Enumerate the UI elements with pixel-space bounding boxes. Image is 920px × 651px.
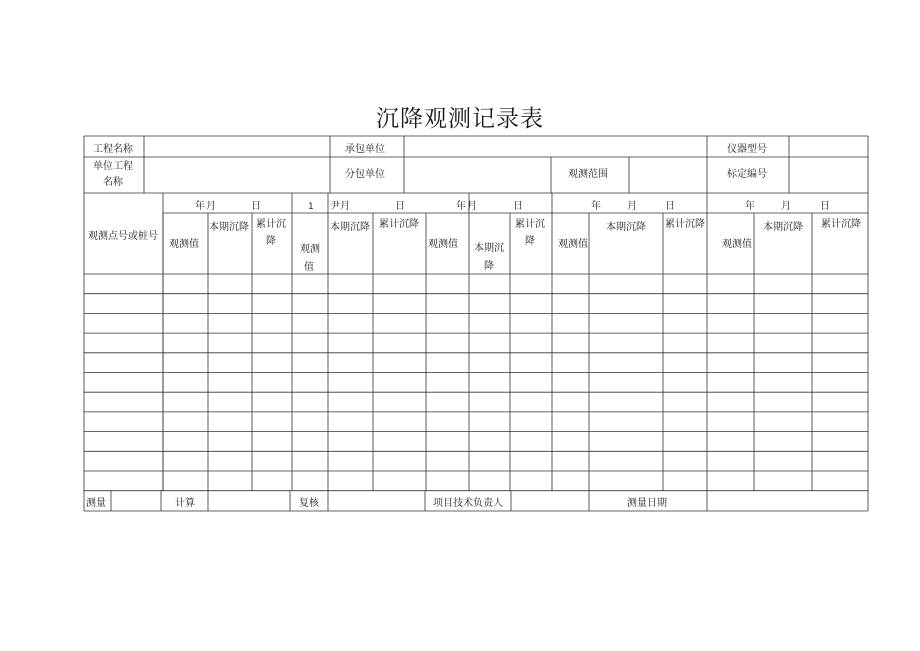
table-cell[interactable] [253, 452, 291, 470]
tech-lead-field[interactable] [511, 492, 589, 511]
g1-observed-header: 观测值 [169, 239, 199, 250]
table-cell[interactable] [470, 354, 509, 372]
reviewer-field[interactable] [328, 492, 425, 511]
table-cell[interactable] [293, 334, 327, 352]
table-cell[interactable] [708, 374, 753, 392]
table-cell[interactable] [329, 433, 372, 451]
date-4-month: 月 [627, 201, 637, 212]
table-cell[interactable] [374, 393, 425, 411]
table-cell[interactable] [293, 314, 327, 332]
table-cell[interactable] [708, 354, 753, 372]
table-cell[interactable] [470, 275, 509, 293]
table-cell[interactable] [427, 413, 468, 431]
observation-range-field[interactable] [630, 158, 705, 193]
table-cell[interactable] [293, 295, 327, 313]
table-cell[interactable] [813, 472, 867, 490]
table-cell[interactable] [553, 433, 588, 451]
table-cell[interactable] [164, 413, 207, 431]
table-cell[interactable] [755, 393, 811, 411]
table-cell[interactable] [329, 452, 372, 470]
table-cell[interactable] [374, 275, 425, 293]
table-cell[interactable] [755, 354, 811, 372]
table-cell[interactable] [329, 393, 372, 411]
table-cell[interactable] [164, 452, 207, 470]
table-cell[interactable] [553, 413, 588, 431]
point-id-cell[interactable] [85, 413, 162, 431]
table-cell[interactable] [511, 334, 551, 352]
observation-range-label: 观测范围 [568, 169, 608, 180]
contractor-field[interactable] [405, 137, 705, 157]
table-cell[interactable] [164, 433, 207, 451]
table-cell[interactable] [329, 354, 372, 372]
g4-cumulative-header: 累计沉降 [665, 219, 705, 230]
table-cell[interactable] [511, 275, 551, 293]
project-name-label: 工程名称 [93, 144, 133, 155]
table-cell[interactable] [708, 314, 753, 332]
table-cell[interactable] [253, 413, 291, 431]
table-cell[interactable] [511, 295, 551, 313]
table-cell[interactable] [813, 413, 867, 431]
point-column-header: 观测点号或桩号 [88, 231, 158, 242]
table-cell[interactable] [253, 295, 291, 313]
table-cell[interactable] [253, 275, 291, 293]
table-cell[interactable] [590, 334, 662, 352]
table-cell[interactable] [553, 452, 588, 470]
table-cell[interactable] [813, 295, 867, 313]
survey-date-label: 测量日期 [627, 498, 667, 509]
table-cell[interactable] [374, 413, 425, 431]
table-cell[interactable] [664, 452, 706, 470]
table-cell[interactable] [164, 314, 207, 332]
g2-period-header: 本期沉降 [330, 222, 370, 233]
g2-observed-header-l2: 值 [304, 262, 314, 273]
table-cell[interactable] [708, 275, 753, 293]
table-cell[interactable] [664, 334, 706, 352]
table-cell[interactable] [209, 275, 251, 293]
table-cell[interactable] [590, 275, 662, 293]
tech-lead-label: 项目技术负责人 [433, 498, 503, 509]
table-cell[interactable] [511, 314, 551, 332]
table-cell[interactable] [511, 452, 551, 470]
table-cell[interactable] [253, 334, 291, 352]
instrument-model-label: 仪器型号 [727, 144, 767, 155]
table-cell[interactable] [664, 295, 706, 313]
point-id-cell[interactable] [85, 393, 162, 411]
table-cell[interactable] [755, 295, 811, 313]
table-cell[interactable] [470, 334, 509, 352]
table-cell[interactable] [427, 354, 468, 372]
table-cell[interactable] [164, 374, 207, 392]
table-cell[interactable] [553, 472, 588, 490]
g4-period-header: 本期沉降 [606, 222, 646, 233]
table-cell[interactable] [329, 314, 372, 332]
table-cell[interactable] [329, 275, 372, 293]
table-cell[interactable] [470, 314, 509, 332]
table-cell[interactable] [209, 334, 251, 352]
table-cell[interactable] [755, 452, 811, 470]
table-cell[interactable] [664, 472, 706, 490]
table-cell[interactable] [470, 393, 509, 411]
point-id-cell[interactable] [85, 452, 162, 470]
table-cell[interactable] [293, 472, 327, 490]
table-cell[interactable] [253, 472, 291, 490]
table-cell[interactable] [708, 393, 753, 411]
table-cell[interactable] [553, 393, 588, 411]
date-3-year: 年 [456, 201, 466, 212]
g5-observed-header: 观测值 [722, 239, 752, 250]
table-cell[interactable] [664, 433, 706, 451]
table-cell[interactable] [813, 452, 867, 470]
table-cell[interactable] [374, 295, 425, 313]
date-5-year: 年 [745, 201, 755, 212]
table-cell[interactable] [813, 334, 867, 352]
date-1-year: 年 [195, 201, 205, 212]
calculator-field[interactable] [208, 492, 290, 511]
point-id-cell[interactable] [85, 334, 162, 352]
point-id-cell[interactable] [85, 374, 162, 392]
table-cell[interactable] [590, 295, 662, 313]
table-cell[interactable] [427, 295, 468, 313]
table-cell[interactable] [664, 275, 706, 293]
table-cell[interactable] [553, 314, 588, 332]
g3-period-header-l1: 本期沉 [474, 243, 504, 254]
table-cell[interactable] [511, 393, 551, 411]
g3-cumulative-header-l1: 累计沉 [515, 219, 545, 230]
instrument-model-field[interactable] [790, 137, 868, 157]
table-cell[interactable] [427, 393, 468, 411]
table-cell[interactable] [209, 354, 251, 372]
table-cell[interactable] [164, 295, 207, 313]
table-cell[interactable] [813, 374, 867, 392]
table-cell[interactable] [164, 334, 207, 352]
table-cell[interactable] [553, 374, 588, 392]
table-cell[interactable] [253, 393, 291, 411]
table-cell[interactable] [470, 433, 509, 451]
g1-cumulative-header-l1: 累计沉 [256, 219, 286, 230]
table-cell[interactable] [209, 374, 251, 392]
table-cell[interactable] [293, 393, 327, 411]
date-1-day: 日 [251, 201, 261, 212]
date-2-day: 日 [395, 201, 405, 212]
project-name-field[interactable] [145, 137, 330, 157]
table-cell[interactable] [293, 275, 327, 293]
subcontractor-field[interactable] [405, 158, 550, 193]
subcontractor-label: 分包单位 [345, 169, 385, 180]
table-cell[interactable] [708, 433, 753, 451]
table-cell[interactable] [755, 472, 811, 490]
table-cell[interactable] [329, 295, 372, 313]
table-cell[interactable] [374, 354, 425, 372]
table-cell[interactable] [755, 314, 811, 332]
table-cell[interactable] [374, 433, 425, 451]
table-cell[interactable] [374, 452, 425, 470]
table-cell[interactable] [209, 472, 251, 490]
g3-observed-header: 观测值 [428, 239, 458, 250]
table-cell[interactable] [664, 314, 706, 332]
table-cell[interactable] [755, 433, 811, 451]
point-id-cell[interactable] [85, 295, 162, 313]
table-cell[interactable] [511, 433, 551, 451]
point-id-cell[interactable] [85, 314, 162, 332]
g1-cumulative-header-l2: 降 [266, 236, 276, 247]
unit-project-label-line2: 名称 [103, 177, 123, 188]
table-cell[interactable] [374, 314, 425, 332]
table-cell[interactable] [374, 334, 425, 352]
table-cell[interactable] [293, 452, 327, 470]
table-cell[interactable] [511, 472, 551, 490]
table-cell[interactable] [427, 374, 468, 392]
survey-date-field[interactable] [707, 492, 868, 511]
table-cell[interactable] [329, 413, 372, 431]
table-cell[interactable] [590, 472, 662, 490]
table-cell[interactable] [553, 354, 588, 372]
table-cell[interactable] [470, 413, 509, 431]
table-cell[interactable] [253, 314, 291, 332]
table-cell[interactable] [590, 393, 662, 411]
g3-period-header-l2: 降 [484, 261, 494, 272]
g5-period-header: 本期沉降 [763, 222, 803, 233]
point-id-cell[interactable] [85, 433, 162, 451]
table-cell[interactable] [329, 334, 372, 352]
calibration-no-field[interactable] [790, 158, 868, 193]
table-cell[interactable] [708, 295, 753, 313]
date-2-month: 尹月 [330, 201, 350, 212]
table-cell[interactable] [470, 295, 509, 313]
date-1-mark: 1 [308, 202, 314, 212]
table-cell[interactable] [253, 374, 291, 392]
table-cell[interactable] [374, 472, 425, 490]
g5-cumulative-header: 累计沉降 [821, 219, 861, 230]
table-cell[interactable] [470, 374, 509, 392]
surveyor-label: 测量 [86, 498, 106, 509]
point-id-cell[interactable] [85, 472, 162, 490]
table-cell[interactable] [813, 433, 867, 451]
unit-project-label-line1: 单位工程 [93, 161, 133, 172]
date-4-day: 日 [665, 201, 675, 212]
table-cell[interactable] [164, 472, 207, 490]
g3-cumulative-header-l2: 降 [525, 236, 535, 247]
unit-project-field[interactable] [145, 158, 330, 193]
table-cell[interactable] [253, 354, 291, 372]
table-cell[interactable] [164, 354, 207, 372]
date-4-year: 年 [591, 201, 601, 212]
table-cell[interactable] [755, 413, 811, 431]
table-cell[interactable] [209, 433, 251, 451]
table-cell[interactable] [293, 374, 327, 392]
contractor-label: 承包单位 [345, 144, 385, 155]
table-cell[interactable] [664, 393, 706, 411]
date-3-day: 日 [513, 201, 523, 212]
table-cell[interactable] [209, 413, 251, 431]
table-cell[interactable] [209, 314, 251, 332]
g1-period-header: 本期沉降 [209, 222, 249, 233]
date-5-day: 日 [820, 201, 830, 212]
table-cell[interactable] [708, 334, 753, 352]
table-cell[interactable] [708, 413, 753, 431]
calculator-label: 计算 [175, 498, 195, 509]
table-cell[interactable] [427, 433, 468, 451]
table-cell[interactable] [664, 374, 706, 392]
table-cell[interactable] [813, 393, 867, 411]
date-3-month: 月 [467, 201, 477, 212]
table-cell[interactable] [209, 295, 251, 313]
table-cell[interactable] [755, 374, 811, 392]
table-cell[interactable] [253, 433, 291, 451]
table-cell[interactable] [209, 393, 251, 411]
document-title: 沉降观测记录表 [376, 106, 544, 132]
table-cell[interactable] [553, 275, 588, 293]
table-cell[interactable] [553, 334, 588, 352]
table-cell[interactable] [813, 275, 867, 293]
reviewer-label: 复核 [299, 498, 319, 509]
table-cell[interactable] [664, 354, 706, 372]
calibration-no-label: 标定编号 [727, 169, 767, 180]
table-cell[interactable] [427, 314, 468, 332]
table-cell[interactable] [708, 452, 753, 470]
table-cell[interactable] [755, 334, 811, 352]
table-cell[interactable] [511, 354, 551, 372]
table-cell[interactable] [293, 433, 327, 451]
g2-observed-header-l1: 观测 [300, 244, 320, 255]
table-cell[interactable] [329, 472, 372, 490]
table-cell[interactable] [708, 472, 753, 490]
g4-observed-header: 观测值 [558, 239, 588, 250]
g2-cumulative-header: 累计沉降 [379, 219, 419, 230]
table-cell[interactable] [164, 393, 207, 411]
table-cell[interactable] [813, 354, 867, 372]
table-cell[interactable] [427, 275, 468, 293]
table-cell[interactable] [664, 413, 706, 431]
table-cell[interactable] [755, 275, 811, 293]
table-cell[interactable] [511, 413, 551, 431]
table-cell[interactable] [813, 314, 867, 332]
table-cell[interactable] [470, 472, 509, 490]
table-cell[interactable] [427, 472, 468, 490]
table-cell[interactable] [590, 374, 662, 392]
point-id-cell[interactable] [85, 354, 162, 372]
table-cell[interactable] [427, 452, 468, 470]
table-cell[interactable] [590, 452, 662, 470]
table-cell[interactable] [590, 413, 662, 431]
table-cell[interactable] [164, 275, 207, 293]
table-cell[interactable] [374, 374, 425, 392]
table-cell[interactable] [590, 433, 662, 451]
surveyor-field[interactable] [111, 492, 161, 511]
table-cell[interactable] [293, 354, 327, 372]
table-cell[interactable] [209, 452, 251, 470]
date-5-month: 月 [781, 201, 791, 212]
table-cell[interactable] [470, 452, 509, 470]
table-cell[interactable] [511, 374, 551, 392]
table-cell[interactable] [590, 354, 662, 372]
table-cell[interactable] [329, 374, 372, 392]
date-1-month: 月 [206, 201, 216, 212]
table-cell[interactable] [553, 295, 588, 313]
table-cell[interactable] [590, 314, 662, 332]
table-cell[interactable] [293, 413, 327, 431]
point-id-cell[interactable] [85, 275, 162, 293]
table-cell[interactable] [427, 334, 468, 352]
